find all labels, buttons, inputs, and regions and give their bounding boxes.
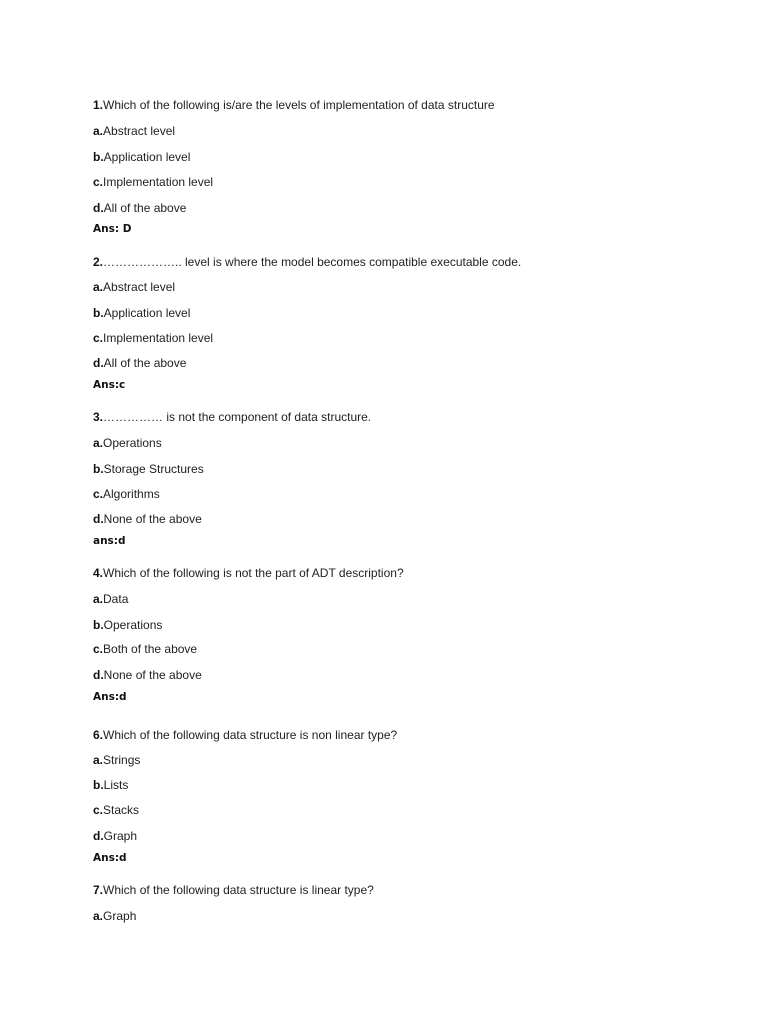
question-number: 7. (93, 883, 104, 897)
question-number: 6. (93, 728, 104, 742)
answer-line: Ans:d (93, 691, 127, 703)
option-letter: a. (93, 436, 104, 450)
question-3 (93, 410, 371, 424)
answer-line: Ans:c (93, 379, 126, 391)
option-letter: d. (93, 668, 104, 682)
answer-line: Ans: D (93, 223, 132, 235)
option-text: Implementation level (103, 331, 214, 345)
option-d (93, 668, 202, 682)
option-c (93, 487, 160, 501)
option-text: Lists (103, 778, 129, 792)
option-text: Abstract level (103, 280, 176, 294)
option-a (93, 436, 162, 450)
option-text: Operations (103, 618, 163, 632)
option-text: Application level (103, 306, 191, 320)
answer-line: ans:d (93, 535, 126, 547)
question-text: Which of the following data structure is linear type? (103, 883, 374, 897)
question-text: Which of the following is not the part of ADT description? (103, 566, 404, 580)
question-2 (93, 255, 521, 269)
question-text: ……………….. level is where the model becomes compatible executable code. (103, 255, 522, 269)
option-letter: d. (93, 829, 104, 843)
option-b (93, 462, 204, 476)
option-text: Graph (103, 909, 137, 923)
question-4 (93, 566, 404, 580)
option-text: Graph (103, 829, 138, 843)
option-text: None of the above (103, 512, 202, 526)
option-letter: c. (93, 803, 104, 817)
option-letter: a. (93, 124, 104, 138)
option-letter: c. (93, 175, 104, 189)
option-letter: a. (93, 592, 104, 606)
question-6 (93, 728, 397, 742)
answer-line: Ans:d (93, 852, 127, 864)
question-number: 4. (93, 566, 104, 580)
option-letter: c. (93, 331, 104, 345)
option-a (93, 280, 175, 294)
option-c (93, 803, 139, 817)
question-text: Which of the following is/are the levels of implementation of data structure (103, 98, 495, 112)
option-text: Algorithms (103, 487, 160, 501)
option-letter: d. (93, 512, 104, 526)
option-letter: c. (93, 487, 104, 501)
option-b (93, 150, 190, 164)
option-letter: b. (93, 462, 104, 476)
option-text: Operations (103, 436, 162, 450)
option-text: Stacks (103, 803, 140, 817)
question-text: Which of the following data structure is non linear type? (103, 728, 398, 742)
option-text: Application level (103, 150, 191, 164)
option-a (93, 909, 136, 923)
option-letter: d. (93, 201, 104, 215)
option-text: Abstract level (103, 124, 176, 138)
question-number: 2. (93, 255, 104, 269)
option-text: Both of the above (103, 642, 198, 656)
option-letter: c. (93, 642, 104, 656)
question-text: …………… is not the component of data structure. (103, 410, 372, 424)
option-letter: a. (93, 909, 104, 923)
option-d (93, 356, 186, 370)
option-b (93, 778, 128, 792)
option-b (93, 306, 190, 320)
option-c (93, 642, 197, 656)
question-number: 3. (93, 410, 104, 424)
option-c (93, 331, 213, 345)
option-letter: b. (93, 150, 104, 164)
option-letter: b. (93, 778, 104, 792)
option-text: All of the above (103, 201, 187, 215)
option-d (93, 201, 186, 215)
question-1 (93, 98, 495, 112)
option-letter: b. (93, 306, 104, 320)
option-d (93, 829, 137, 843)
question-number: 1. (93, 98, 104, 112)
option-text: Data (103, 592, 129, 606)
option-a (93, 753, 140, 767)
option-b (93, 618, 162, 632)
option-letter: a. (93, 280, 104, 294)
option-text: None of the above (103, 668, 202, 682)
option-text: Strings (103, 753, 141, 767)
option-a (93, 124, 175, 138)
option-text: Storage Structures (103, 462, 204, 476)
question-7 (93, 883, 374, 897)
option-letter: d. (93, 356, 104, 370)
option-c (93, 175, 213, 189)
option-letter: a. (93, 753, 104, 767)
option-text: All of the above (103, 356, 187, 370)
option-d (93, 512, 202, 526)
option-text: Implementation level (103, 175, 214, 189)
option-a (93, 592, 128, 606)
option-letter: b. (93, 618, 104, 632)
